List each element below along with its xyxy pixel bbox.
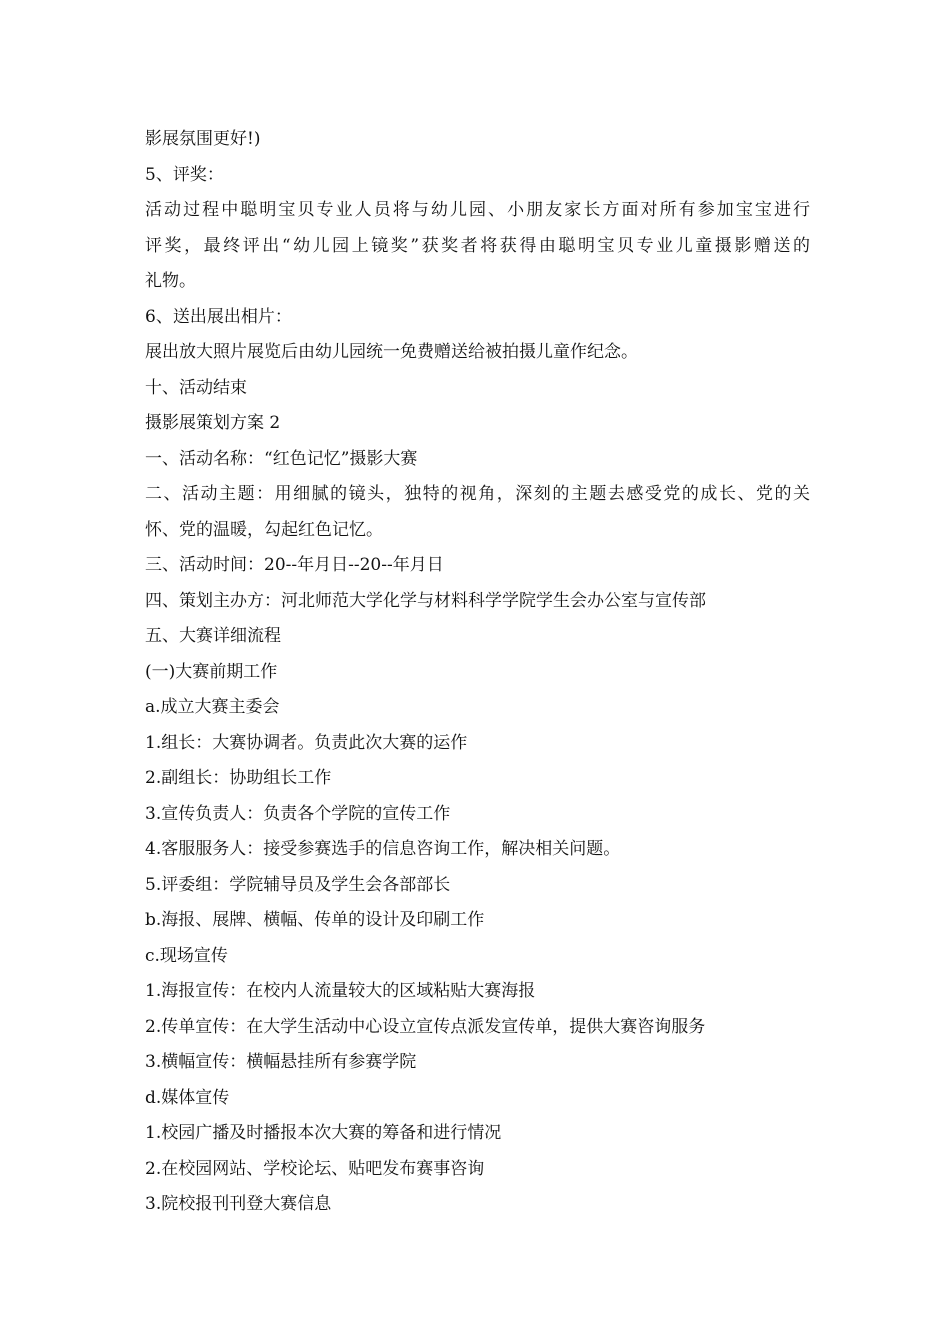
text-line: 一、活动名称：“红色记忆”摄影大赛 bbox=[145, 448, 418, 469]
subsection-heading: (一)大赛前期工作 bbox=[145, 661, 278, 682]
list-heading: b.海报、展牌、横幅、传单的设计及印刷工作 bbox=[145, 910, 485, 930]
text-line: 活动过程中聪明宝贝专业人员将与幼儿园、小朋友家长方面对所有参加宝宝进行 bbox=[145, 200, 810, 220]
text-line: 三、活动时间：20--年月日--20--年月日 bbox=[145, 555, 444, 575]
text-line: 6、送出展出相片： bbox=[145, 306, 292, 327]
list-heading: a.成立大赛主委会 bbox=[145, 697, 280, 717]
list-heading: c.现场宣传 bbox=[145, 945, 228, 966]
list-item: 5.评委组：学院辅导员及学生会各部部长 bbox=[145, 874, 451, 895]
list-item: 1.海报宣传：在校内人流量较大的区域粘贴大赛海报 bbox=[145, 981, 536, 1001]
text-line: 四、策划主办方：河北师范大学化学与材料科学学院学生会办公室与宣传部 bbox=[145, 590, 706, 611]
document-title: 摄影展策划方案 2 bbox=[145, 413, 281, 433]
text-line: 二、活动主题：用细腻的镜头，独特的视角，深刻的主题去感受党的成长、党的关 bbox=[145, 484, 810, 504]
list-item: 2.传单宣传：在大学生活动中心设立宣传点派发宣传单，提供大赛咨询服务 bbox=[145, 1016, 706, 1037]
list-item: 1.校园广播及时播报本次大赛的筹备和进行情况 bbox=[145, 1123, 502, 1143]
list-item: 1.组长：大赛协调者。负责此次大赛的运作 bbox=[145, 732, 468, 753]
text-line: 展出放大照片展览后由幼儿园统一免费赠送给被拍摄儿童作纪念。 bbox=[145, 342, 638, 362]
text-line: 怀、党的温暖，勾起红色记忆。 bbox=[145, 519, 383, 540]
list-item: 3.院校报刊刊登大赛信息 bbox=[145, 1194, 332, 1214]
section-heading: 十、活动结束 bbox=[145, 377, 247, 398]
list-item: 2.在校园网站、学校论坛、贴吧发布赛事咨询 bbox=[145, 1158, 485, 1179]
list-item: 3.宣传负责人：负责各个学院的宣传工作 bbox=[145, 803, 451, 824]
text-line: 5、评奖： bbox=[145, 164, 224, 185]
section-heading: 五、大赛详细流程 bbox=[145, 626, 281, 646]
list-item: 3.横幅宣传：横幅悬挂所有参赛学院 bbox=[145, 1052, 417, 1072]
text-line: 礼物。 bbox=[145, 271, 196, 291]
list-item: 4.客服服务人：接受参赛选手的信息咨询工作，解决相关问题。 bbox=[145, 839, 621, 859]
text-line: 评奖，最终评出“幼儿园上镜奖”获奖者将获得由聪明宝贝专业儿童摄影赠送的 bbox=[145, 235, 810, 256]
document-body bbox=[145, 122, 810, 1223]
list-heading: d.媒体宣传 bbox=[145, 1087, 230, 1108]
text-line: 影展氛围更好!) bbox=[145, 129, 261, 149]
list-item: 2.副组长：协助组长工作 bbox=[145, 768, 332, 788]
